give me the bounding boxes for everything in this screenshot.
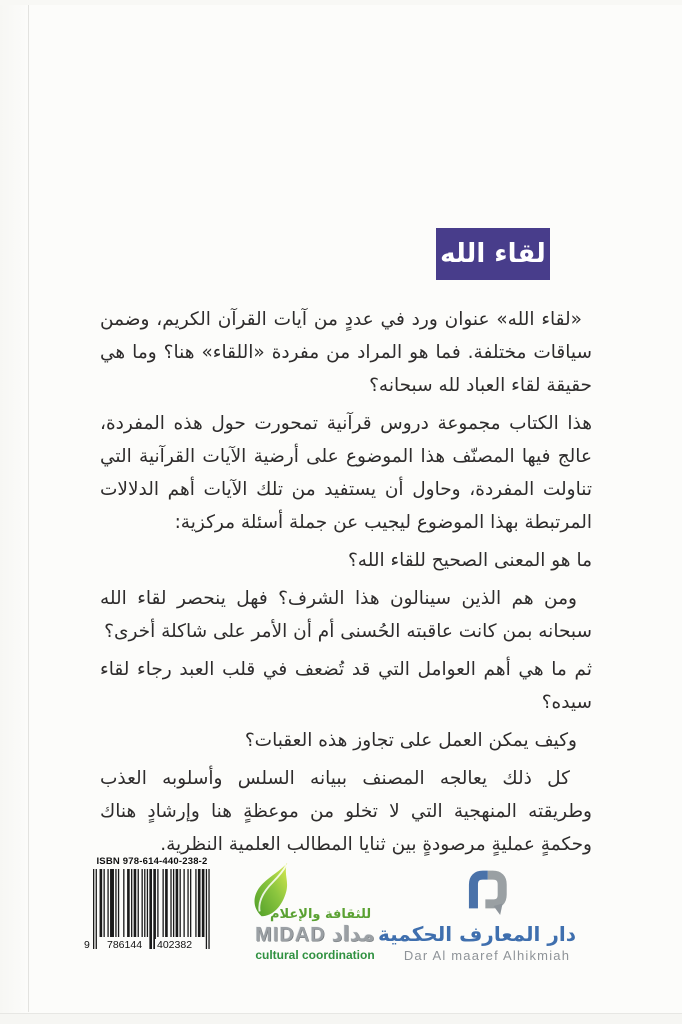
barcode-digit-group: 786144 <box>107 939 143 951</box>
midad-name-latin: MIDAD <box>255 924 326 946</box>
publisher-name-latin: Dar Al maaref Alhikmiah <box>403 948 571 963</box>
question-factors: ثم ما هي أهم العوامل التي قد تُضعف في قلب العبد رجاء لقاء سيده؟ <box>100 659 592 713</box>
question-who: ومن هم الذين سينالون هذا الشرف؟ فهل ينحصر لقاء الله سبحانه بمن كانت عاقبته الحُسنى أم أن الأمر على شاكلة أخرى؟ <box>100 588 592 642</box>
isbn-block <box>86 856 218 961</box>
scan-left-edge-line <box>28 0 29 1012</box>
barcode-digits <box>84 938 211 952</box>
scan-left-strip <box>0 0 28 1024</box>
paragraph-book-description: هذا الكتاب مجموعة دروس قرآنية تمحورت حول هذه المفردة، عالج فيها المصنّف هذا الموضوع على أرضية الآيات القرآنية التي تناولت المفردة، وحاول أن يستفيد من تلك الآيات أهم الدلالات المرتبطة بهذا الموضوع ليجيب عن جملة أسئلة مركزية: <box>100 413 592 533</box>
publisher-logo <box>378 869 576 963</box>
title-box <box>436 228 550 280</box>
midad-logo <box>240 863 390 963</box>
publisher-name-arabic: دار المعارف الحكمية <box>378 922 576 946</box>
question-meaning: ما هو المعنى الصحيح للقاء الله؟ <box>347 550 592 571</box>
midad-wordmark <box>240 922 390 947</box>
paragraph-conclusion: كل ذلك يعالجه المصنف ببيانه السلس وأسلوبه العذب وطريقته المنهجية التي لا تخلو من موعظةٍ هنا وإرشادٍ هناك وحكمةٍ عمليةٍ مرصودةٍ بين ثنايا المطالب العلمية النظرية. <box>100 768 592 855</box>
barcode <box>84 869 211 961</box>
scan-bottom-strip <box>0 1014 682 1024</box>
scan-top-strip <box>0 0 682 5</box>
paragraph-intro: «لقاء الله» عنوان ورد في عددٍ من آيات القرآن الكريم، وضمن سياقات مختلفة. فما هو المراد من مفردة «اللقاء» هنا؟ وما هي حقيقة لقاء العباد لله سبحانه؟ <box>100 309 592 396</box>
back-cover-text <box>100 303 592 866</box>
midad-name-arabic: مداد <box>331 922 375 946</box>
barcode-digit-group: 9 <box>84 939 90 951</box>
book-title: لقاء الله <box>440 239 546 269</box>
publisher-mark-icon <box>462 869 512 915</box>
midad-english-tagline: cultural coordination <box>255 948 375 962</box>
barcode-digit-group: 402382 <box>157 939 193 951</box>
question-overcome: وكيف يمكن العمل على تجاوز هذه العقبات؟ <box>244 730 577 751</box>
isbn-label: ISBN 978-614-440-238-2 <box>96 856 208 867</box>
midad-arabic-tagline: للثقافة والإعلام <box>270 907 372 922</box>
